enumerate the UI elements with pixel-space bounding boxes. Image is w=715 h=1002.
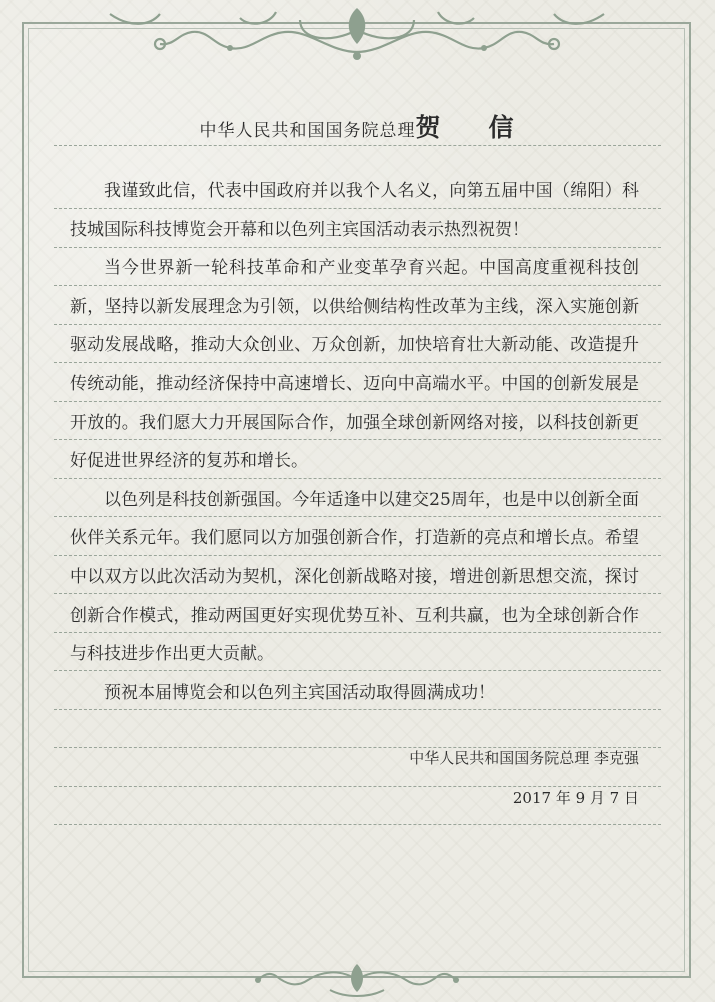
paragraph: 当今世界新一轮科技革命和产业变革孕育兴起。中国高度重视科技创新，坚持以新发展理念为引领，以供给侧结构性改革为主线，深入实施创新驱动发展战略，推动大众创业、万众创新，加快培育壮大新动能、改造提升传统动能，推动经济保持中高速增长、迈向中高端水平。中国的创新发展是开放的。我们愿大力开展国际合作，加强全球创新网络对接，以科技创新更好促进世界经济的复苏和增长。 <box>70 258 639 472</box>
top-ornament-icon <box>0 0 715 70</box>
paragraph: 预祝本届博览会和以色列主宾国活动取得圆满成功！ <box>104 682 495 703</box>
title-prefix: 中华人民共和国国务院总理 <box>199 121 416 141</box>
title-char-2: 信 <box>488 113 516 142</box>
paragraph: 我谨致此信，代表中国政府并以我个人名义，向第五届中国（绵阳）科技城国际科技博览会开幕和以色列主宾国活动表示热烈祝贺！ <box>70 181 639 240</box>
signature: 中华人民共和国国务院总理 李克强 <box>409 749 639 767</box>
letter-body <box>70 172 639 712</box>
title-char-1: 贺 <box>415 113 443 142</box>
bottom-ornament-icon <box>0 950 715 1002</box>
letter-date: 2017 年 9 月 7 日 <box>512 789 639 807</box>
paragraph: 以色列是科技创新强国。今年适逢中以建交25周年，也是中以创新全面伙伴关系元年。我们愿同以方加强创新合作，打造新的亮点和增长点。希望中以双方以此次活动为契机，深化创新战略对接，增进创新思想交流，探讨创新合作模式，推动两国更好实现优势互补、互利共赢，也为全球创新合作与科技进步作出更大贡献。 <box>70 489 639 665</box>
letter-title <box>0 108 715 144</box>
